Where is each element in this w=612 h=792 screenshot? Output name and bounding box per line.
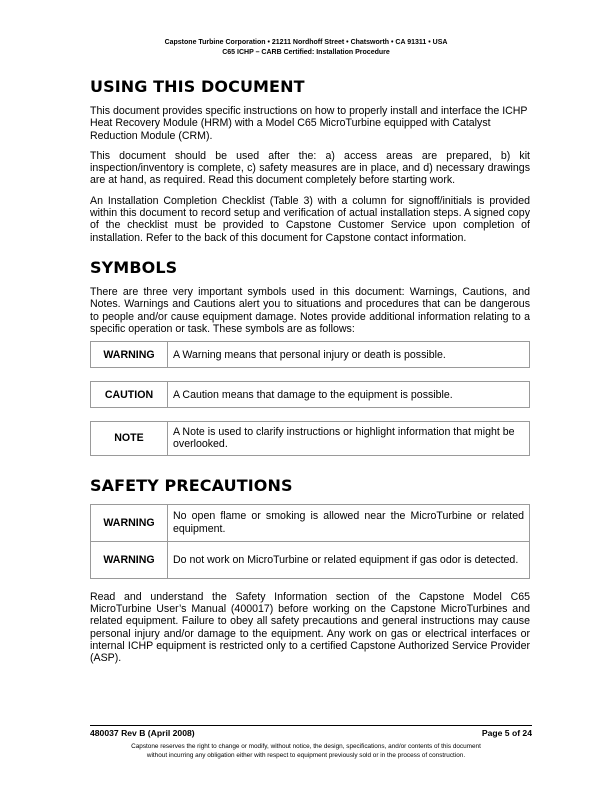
safety-text: No open flame or smoking is allowed near the MicroTurbine or related equipment. — [168, 504, 530, 541]
footer-disclaimer — [0, 742, 612, 760]
header-document-title: C65 ICHP – CARB Certified: Installation Procedure — [222, 49, 390, 56]
table-row — [91, 541, 530, 578]
table-row — [91, 504, 530, 541]
symbol-text-note: A Note is used to clarify instructions or highlight information that might be overlooked. — [168, 422, 530, 456]
footer-page-number: Page 5 of 24 — [481, 728, 532, 738]
safety-label: WARNING — [91, 541, 168, 578]
using-paragraph-1: This document provides specific instructions on how to properly install and interface the ICHP Heat Recovery Module (HRM) with a Model C65 MicroTurbine equipped with Catalyst Reduction Module (CRM). — [90, 105, 528, 142]
section-heading-safety: SAFETY PRECAUTIONS — [90, 475, 293, 495]
header-company-address: Capstone Turbine Corporation • 21211 Nordhoff Street • Chatsworth • CA 91311 • USA — [164, 39, 448, 46]
symbol-table-caution — [90, 381, 530, 408]
section-heading-symbols: SYMBOLS — [90, 257, 178, 277]
using-paragraph-2: This document should be used after the: a) access areas are prepared, b) kit inspection/inventory is complete, c) safety measures are in place, and d) necessary drawings are at hand, as required. Read this document completely before starting work. — [90, 149, 530, 187]
footer-disclaimer-line-1: Capstone reserves the right to change or modify, without notice, the design, specifications, and/or contents of this document — [131, 743, 481, 750]
safety-text: Do not work on MicroTurbine or related equipment if gas odor is detected. — [168, 541, 530, 578]
symbol-table-note — [90, 421, 530, 456]
symbol-text-caution: A Caution means that damage to the equipment is possible. — [168, 382, 530, 408]
safety-paragraph: Read and understand the Safety Information section of the Capstone Model C65 MicroTurbine User’s Manual (400017) before working on the Capstone MicroTurbines and related equipment. Failure to obey all safety precautions and general instructions may cause personal injury and/or damage to the equipment. Any work on gas or electrical interfaces or internal ICHP equipment is restricted only to a certified Capstone Authorized Service Provider (ASP). — [90, 590, 530, 665]
page-content — [90, 77, 530, 673]
symbol-label-warning: WARNING — [91, 342, 168, 368]
symbol-text-warning: A Warning means that personal injury or death is possible. — [168, 342, 530, 368]
page-header — [0, 38, 612, 58]
symbols-intro: There are three very important symbols used in this document: Warnings, Cautions, and Notes. Warnings and Cautions alert you to situations and procedures that can be dangerous to people and/or cause equipment damage. Notes provide additional information relating to a specific operation or task. These symbols are as follows: — [90, 285, 530, 335]
symbol-label-note: NOTE — [91, 422, 168, 456]
using-paragraph-3: An Installation Completion Checklist (Table 3) with a column for signoff/initials is provided within this document to record setup and verification of actual installation steps. A signed copy of the checklist must be provided to Capstone Customer Service upon completion of installation. Refer to the back of this document for Capstone contact information. — [90, 194, 530, 244]
safety-warning-table — [90, 504, 530, 579]
section-heading-using: USING THIS DOCUMENT — [90, 77, 305, 96]
footer-disclaimer-line-2: without incurring any obligation either with respect to equipment previously sold or in the process of construction. — [146, 752, 466, 759]
safety-label: WARNING — [91, 504, 168, 541]
symbol-table-warning — [90, 341, 530, 368]
symbol-label-caution: CAUTION — [91, 382, 168, 408]
footer-document-number: 480037 Rev B (April 2008) — [90, 728, 195, 738]
footer-divider — [90, 725, 532, 726]
